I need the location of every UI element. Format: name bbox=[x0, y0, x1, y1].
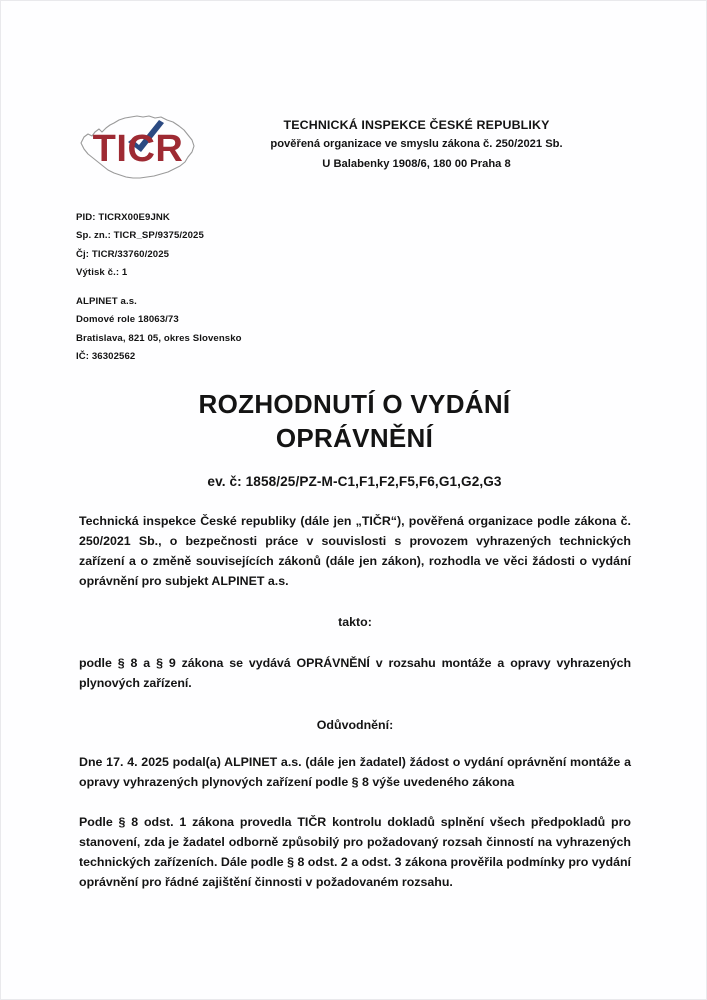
reference-doc-number: Čj: TICR/33760/2025 bbox=[76, 248, 170, 260]
recipient-street: Domové role 18063/73 bbox=[76, 314, 179, 326]
recipient-company-id: IČ: 36302562 bbox=[76, 351, 136, 363]
document-title-block bbox=[1, 387, 707, 489]
letterhead bbox=[1, 105, 707, 187]
organization-name: TECHNICKÁ INSPEKCE ČESKÉ REPUBLIKY bbox=[283, 118, 550, 132]
recipient-city: Bratislava, 821 05, okres Slovensko bbox=[76, 332, 242, 344]
svg-text:TICR: TICR bbox=[92, 128, 184, 170]
spacer bbox=[79, 694, 631, 718]
spacer bbox=[79, 629, 631, 653]
spacer bbox=[79, 591, 631, 615]
reasoning-heading: Odůvodnění: bbox=[316, 717, 394, 732]
registration-number: ev. č: 1858/25/PZ-M-C1,F1,F2,F5,F6,G1,G2,G3 bbox=[207, 473, 502, 489]
reference-pid: PID: TICRX00E9JNK bbox=[76, 212, 170, 223]
organization-address: U Balabenky 1908/6, 180 00 Praha 8 bbox=[322, 158, 511, 171]
page-title bbox=[1, 387, 707, 456]
spacer bbox=[79, 792, 631, 812]
page-title-line-1: ROZHODNUTÍ O VYDÁNÍ bbox=[198, 389, 511, 419]
recipient-company: ALPINET a.s. bbox=[76, 296, 137, 307]
document-body bbox=[79, 511, 631, 892]
reference-copy-number: Výtisk č.: 1 bbox=[76, 267, 128, 279]
recipient-block bbox=[76, 293, 242, 367]
organization-subtitle: pověřená organizace ve smyslu zákona č. 250/2021 Sb. bbox=[270, 137, 563, 150]
ruling-paragraph: podle § 8 a § 9 zákona se vydává OPRÁVNĚNÍ v rozsahu montáže a opravy vyhrazených plynových zařízení. bbox=[79, 656, 631, 691]
intro-paragraph: Technická inspekce České republiky (dále jen „TIČR“), pověřená organizace podle zákona č. 250/2021 Sb., o bezpečnosti práce v souvislosti s provozem vyhrazených technických zařízení a o změně souvisejících zákonů (dále jen zákon), rozhodla ve věci žádosti o vydání oprávnění pro subjekt ALPINET a.s. bbox=[79, 514, 631, 589]
reasoning-paragraph-1: Dne 17. 4. 2025 podal(a) ALPINET a.s. (dále jen žadatel) žádost o vydání oprávnění montáže a opravy vyhrazených plynových zařízení podle § 8 výše uvedeného zákona bbox=[79, 754, 631, 789]
reference-block bbox=[76, 209, 204, 283]
organization-details bbox=[205, 105, 707, 175]
organization-logo bbox=[75, 105, 205, 187]
reference-file-number: Sp. zn.: TICR_SP/9375/2025 bbox=[76, 230, 204, 242]
ruling-heading: takto: bbox=[338, 615, 372, 630]
ticr-logo-icon bbox=[75, 107, 201, 187]
spacer bbox=[79, 732, 631, 752]
page-title-line-2: OPRÁVNĚNÍ bbox=[275, 423, 434, 454]
reasoning-paragraph-2: Podle § 8 odst. 1 zákona provedla TIČR kontrolu dokladů splnění všech předpokladů pro stanovení, zda je žadatel odborně způsobilý pro požadovaný rozsah činností na vyhrazených technických zařízeních. Dále podle § 8 odst. 2 a odst. 3 zákona prověřila podmínky pro vydání oprávnění pro řádné zajištění činnosti v požadovaném rozsahu. bbox=[79, 814, 631, 890]
